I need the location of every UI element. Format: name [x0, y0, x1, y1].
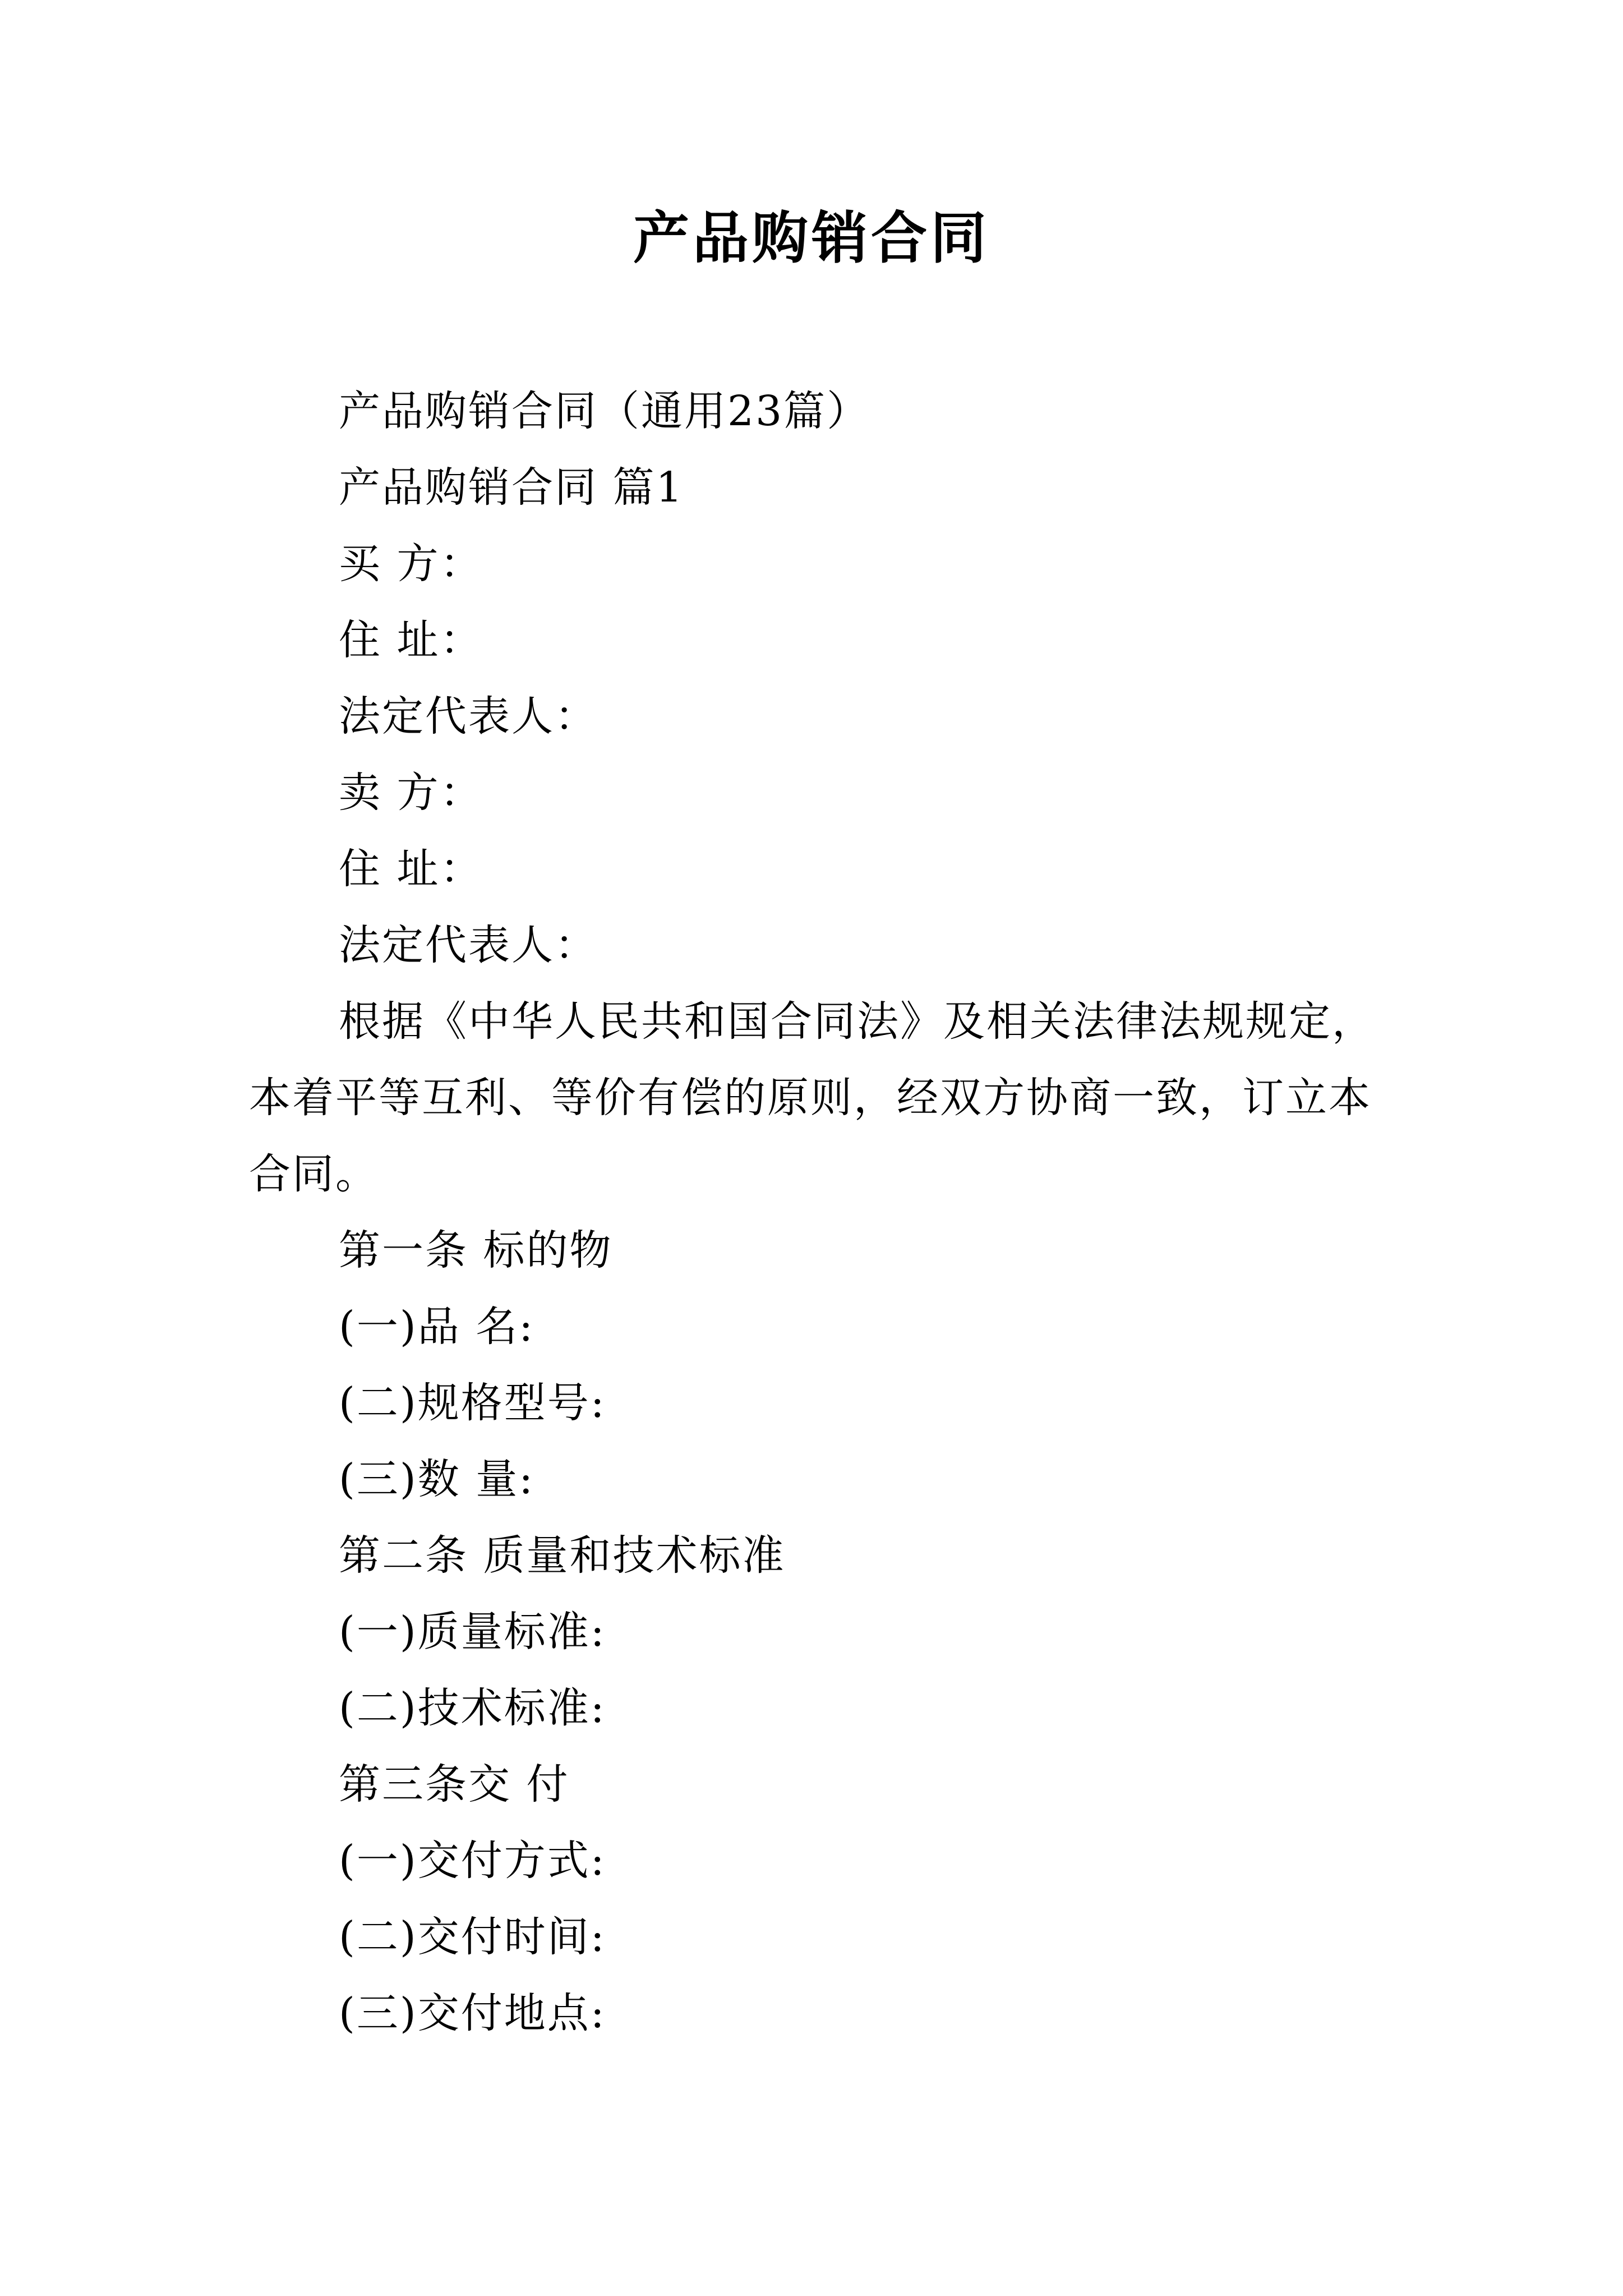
clause-item: (三)数 量: — [339, 1455, 535, 1503]
clause-heading: 第一条 标的物 — [339, 1226, 613, 1274]
seller-field: 卖 方： — [339, 769, 483, 817]
preamble-paragraph: 根据《中华人民共和国合同法》及相关法律法规规定，本着平等互利、等价有偿的原则，经双方协商一致，订立本合同。 — [249, 997, 1375, 1198]
document-title: 产品购销合同 — [633, 205, 990, 271]
clause-item: (一)交付方式: — [339, 1837, 606, 1885]
clause-heading: 第三条交 付 — [339, 1760, 570, 1809]
clause-item: (二)交付时间: — [339, 1913, 606, 1961]
clause-item: (一)质量标准: — [339, 1608, 606, 1656]
document-body — [249, 373, 1382, 2051]
clause-item: (二)规格型号: — [339, 1379, 606, 1427]
buyer-representative-field: 法定代表人： — [339, 692, 598, 740]
buyer-field: 买 方： — [339, 540, 483, 588]
buyer-address-field: 住 址： — [339, 616, 483, 664]
subtitle-line: 产品购销合同（通用23篇） — [339, 387, 870, 435]
section-heading: 产品购销合同 篇1 — [339, 463, 684, 512]
clause-item: (一)品 名: — [339, 1303, 535, 1351]
clause-heading: 第二条 质量和技术标准 — [339, 1531, 786, 1580]
seller-address-field: 住 址： — [339, 845, 483, 893]
seller-representative-field: 法定代表人： — [339, 921, 598, 969]
clause-item: (二)技术标准: — [339, 1684, 606, 1732]
clause-item: (三)交付地点: — [339, 1989, 606, 2037]
